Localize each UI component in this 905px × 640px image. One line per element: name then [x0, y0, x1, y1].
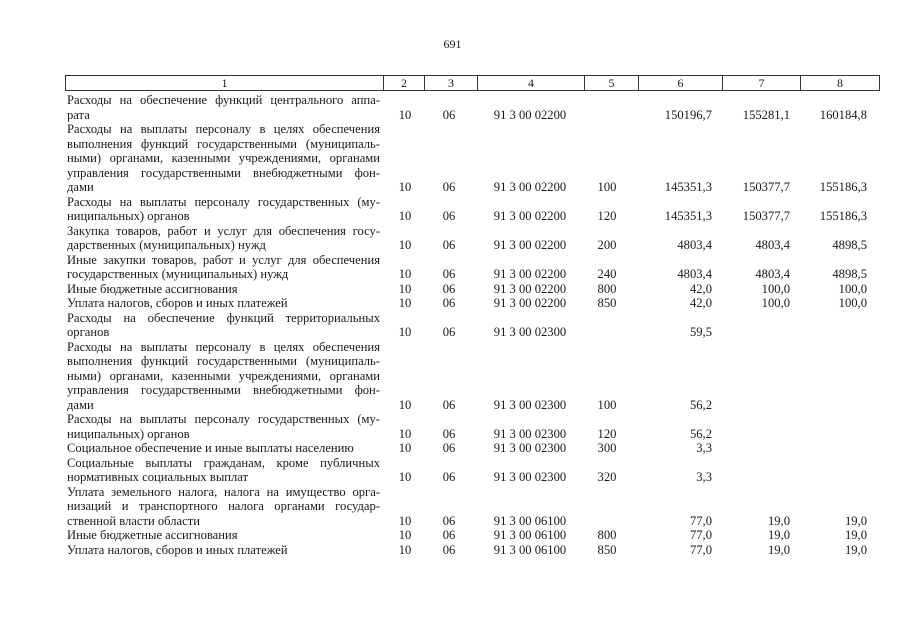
cell-c4: 91 3 00 02200: [493, 281, 567, 296]
cell-c4: 91 3 00 02300: [493, 470, 567, 484]
cell-c5: [592, 325, 622, 340]
cell-c5: [592, 108, 622, 123]
cell-c6: 42,0: [689, 296, 712, 310]
cell-c7: 19,0: [767, 542, 790, 557]
description-line: дами: [67, 180, 94, 194]
cell-c3: 06: [442, 470, 456, 484]
cell-c7: [716, 441, 790, 456]
cell-c8: [796, 441, 867, 456]
cell-c8: 100,0: [838, 296, 867, 310]
cell-c7: [716, 325, 790, 340]
description-line: Расходы на выплаты персоналу в целях обеспечения: [67, 339, 380, 354]
description-line: управления государственными внебюджетными фон-: [67, 165, 380, 180]
cell-c3: 06: [442, 542, 456, 557]
description-line: Иные закупки товаров, работ и услуг для обеспечения: [67, 252, 380, 267]
description-line: ственной власти области: [67, 513, 200, 528]
cell-c8: [796, 427, 867, 442]
row-description: [67, 412, 380, 441]
header-col-5: 5: [584, 76, 638, 90]
description-line: дарственных (муниципальных) нужд: [67, 238, 266, 252]
description-line: Иные бюджетные ассигнования: [67, 528, 238, 542]
table-header: [65, 75, 880, 91]
table-row: [0, 282, 905, 297]
row-description: [67, 296, 380, 311]
header-col-4: 4: [477, 76, 584, 90]
cell-c7: 4803,4: [755, 238, 790, 252]
cell-c5: 320: [597, 470, 617, 484]
header-col-1: 1: [221, 76, 228, 90]
page-number: 691: [443, 37, 462, 51]
cell-c4: 91 3 00 02200: [493, 296, 567, 310]
table-row: [0, 456, 905, 485]
row-description: [67, 528, 380, 543]
cell-c6: 4803,4: [677, 267, 712, 281]
cell-c3: 06: [442, 397, 456, 412]
description-line: Социальные выплаты гражданам, кроме публичных: [67, 455, 380, 470]
row-description: [67, 485, 380, 529]
cell-c3: 06: [442, 441, 456, 455]
cell-c5: 800: [597, 281, 617, 296]
cell-c5: 100: [597, 397, 617, 412]
table-row: [0, 195, 905, 224]
description-line: государственных (муниципальных) нужд: [67, 267, 289, 281]
row-description: [67, 340, 380, 413]
cell-c7: 4803,4: [755, 267, 790, 281]
cell-c5: 850: [597, 542, 617, 557]
cell-c4: 91 3 00 02200: [493, 107, 567, 122]
cell-c8: 19,0: [844, 528, 867, 542]
description-line: Расходы на выплаты персоналу в целях обеспечения: [67, 122, 380, 136]
cell-c6: 77,0: [689, 528, 712, 542]
cell-c5: 120: [597, 209, 617, 223]
cell-c4: 91 3 00 02200: [493, 209, 567, 223]
table-row: [0, 224, 905, 253]
cell-c7: [716, 427, 790, 442]
cell-c6: 77,0: [689, 542, 712, 557]
description-line: управления государственными внебюджетными фон-: [67, 383, 380, 397]
description-line: ными) органами, казенными учреждениями, органами: [67, 151, 380, 165]
cell-c2: 10: [398, 528, 412, 542]
cell-c6: 145351,3: [664, 209, 712, 223]
cell-c7: 150377,7: [742, 209, 790, 223]
cell-c4: 91 3 00 02300: [493, 325, 567, 339]
cell-c6: 145351,3: [664, 180, 712, 194]
cell-c2: 10: [398, 470, 412, 484]
row-description: [67, 195, 380, 224]
cell-c5: 120: [597, 426, 617, 441]
description-line: ниципальных) органов: [67, 209, 190, 223]
cell-c2: 10: [398, 426, 412, 441]
cell-c3: 06: [442, 528, 456, 542]
cell-c2: 10: [398, 107, 412, 122]
cell-c4: 91 3 00 02200: [493, 267, 567, 281]
cell-c8: [796, 325, 867, 340]
cell-c4: 91 3 00 02300: [493, 426, 567, 441]
description-line: ными) органами, казенными учреждениями, органами: [67, 368, 380, 383]
row-description: [67, 311, 380, 340]
cell-c8: 160184,8: [819, 107, 867, 122]
cell-c7: 19,0: [767, 513, 790, 528]
cell-c3: 06: [442, 107, 456, 122]
description-line: Уплата налогов, сборов и иных платежей: [67, 296, 288, 310]
cell-c4: 91 3 00 06100: [493, 513, 567, 528]
table-row: [0, 296, 905, 311]
cell-c2: 10: [398, 397, 412, 412]
cell-c6: 56,2: [689, 397, 712, 412]
cell-c3: 06: [442, 209, 456, 223]
cell-c4: 91 3 00 06100: [493, 542, 567, 557]
table-row: [0, 122, 905, 195]
description-line: Расходы на обеспечение функций территориальных: [67, 310, 380, 325]
cell-c7: 19,0: [767, 528, 790, 542]
cell-c6: 77,0: [689, 513, 712, 528]
cell-c7: 100,0: [761, 281, 790, 296]
row-description: [67, 122, 380, 195]
cell-c6: 59,5: [689, 325, 712, 339]
description-line: Расходы на обеспечение функций центрального аппа-: [67, 93, 380, 107]
header-col-6: 6: [638, 76, 722, 90]
cell-c3: 06: [442, 513, 456, 528]
description-line: Уплата земельного налога, налога на имущество орга-: [67, 484, 380, 499]
table-row: [0, 543, 905, 558]
table-row: [0, 253, 905, 282]
header-col-2: 2: [383, 76, 424, 90]
cell-c5: 100: [597, 180, 617, 194]
cell-c6: 42,0: [689, 281, 712, 296]
table-row: [0, 441, 905, 456]
cell-c2: 10: [398, 209, 412, 223]
cell-c2: 10: [398, 513, 412, 528]
cell-c5: 200: [597, 238, 617, 252]
row-description: [67, 282, 380, 297]
description-line: нормативных социальных выплат: [67, 470, 249, 484]
cell-c3: 06: [442, 180, 456, 194]
header-col-3: 3: [424, 76, 477, 90]
cell-c7: [716, 398, 790, 413]
cell-c3: 06: [442, 325, 456, 339]
cell-c2: 10: [398, 238, 412, 252]
cell-c6: 3,3: [696, 470, 712, 484]
row-description: [67, 543, 380, 558]
cell-c8: 155186,3: [819, 209, 867, 223]
cell-c5: 800: [597, 528, 617, 542]
row-description: [67, 224, 380, 253]
description-line: низаций и транспортного налога органами государ-: [67, 499, 380, 513]
cell-c7: [716, 470, 790, 485]
cell-c3: 06: [442, 426, 456, 441]
description-line: Расходы на выплаты персоналу государственных (му-: [67, 194, 380, 209]
table-row: [0, 311, 905, 340]
cell-c2: 10: [398, 325, 412, 339]
cell-c6: 4803,4: [677, 238, 712, 252]
table-body: [0, 93, 905, 557]
cell-c3: 06: [442, 238, 456, 252]
description-line: выполнения функций государственными (муниципаль-: [67, 354, 380, 368]
row-description: [67, 441, 380, 456]
cell-c2: 10: [398, 267, 412, 281]
cell-c2: 10: [398, 542, 412, 557]
cell-c5: 300: [597, 441, 617, 455]
cell-c4: 91 3 00 02200: [493, 180, 567, 194]
cell-c2: 10: [398, 296, 412, 310]
cell-c6: 3,3: [696, 441, 712, 455]
cell-c3: 06: [442, 281, 456, 296]
cell-c4: 91 3 00 02200: [493, 238, 567, 252]
cell-c4: 91 3 00 02300: [493, 397, 567, 412]
table-row: [0, 412, 905, 441]
description-line: Расходы на выплаты персоналу государственных (му-: [67, 412, 380, 426]
cell-c7: 100,0: [761, 296, 790, 310]
table-row: [0, 528, 905, 543]
cell-c2: 10: [398, 441, 412, 455]
row-description: [67, 93, 380, 122]
cell-c6: 56,2: [689, 426, 712, 441]
cell-c8: 19,0: [844, 542, 867, 557]
description-line: Уплата налогов, сборов и иных платежей: [67, 542, 288, 557]
cell-c7: 150377,7: [742, 180, 790, 194]
description-line: дами: [67, 397, 94, 412]
cell-c8: [796, 470, 867, 485]
cell-c8: 4898,5: [832, 267, 867, 281]
description-line: ниципальных) органов: [67, 426, 190, 441]
description-line: органов: [67, 325, 110, 339]
cell-c4: 91 3 00 02300: [493, 441, 567, 455]
row-description: [67, 456, 380, 485]
cell-c7: 155281,1: [742, 107, 790, 122]
cell-c8: 4898,5: [832, 238, 867, 252]
cell-c4: 91 3 00 06100: [493, 528, 567, 542]
cell-c5: [592, 514, 622, 529]
description-line: выполнения функций государственными (муниципаль-: [67, 136, 380, 151]
header-col-8: 8: [800, 76, 879, 90]
cell-c5: 240: [597, 267, 617, 281]
cell-c3: 06: [442, 267, 456, 281]
cell-c8: [796, 398, 867, 413]
description-line: Закупка товаров, работ и услуг для обеспечения госу-: [67, 223, 380, 238]
description-line: Иные бюджетные ассигнования: [67, 281, 238, 296]
cell-c8: 155186,3: [819, 180, 867, 194]
description-line: Социальное обеспечение и иные выплаты населению: [67, 441, 354, 455]
table-row: [0, 485, 905, 529]
cell-c8: 19,0: [844, 513, 867, 528]
cell-c3: 06: [442, 296, 456, 310]
table-row: [0, 93, 905, 122]
cell-c8: 100,0: [838, 281, 867, 296]
row-description: [67, 253, 380, 282]
cell-c2: 10: [398, 180, 412, 194]
cell-c5: 850: [597, 296, 617, 310]
table-row: [0, 340, 905, 413]
cell-c2: 10: [398, 281, 412, 296]
description-line: рата: [67, 107, 90, 122]
header-col-7: 7: [722, 76, 800, 90]
cell-c6: 150196,7: [664, 107, 712, 122]
